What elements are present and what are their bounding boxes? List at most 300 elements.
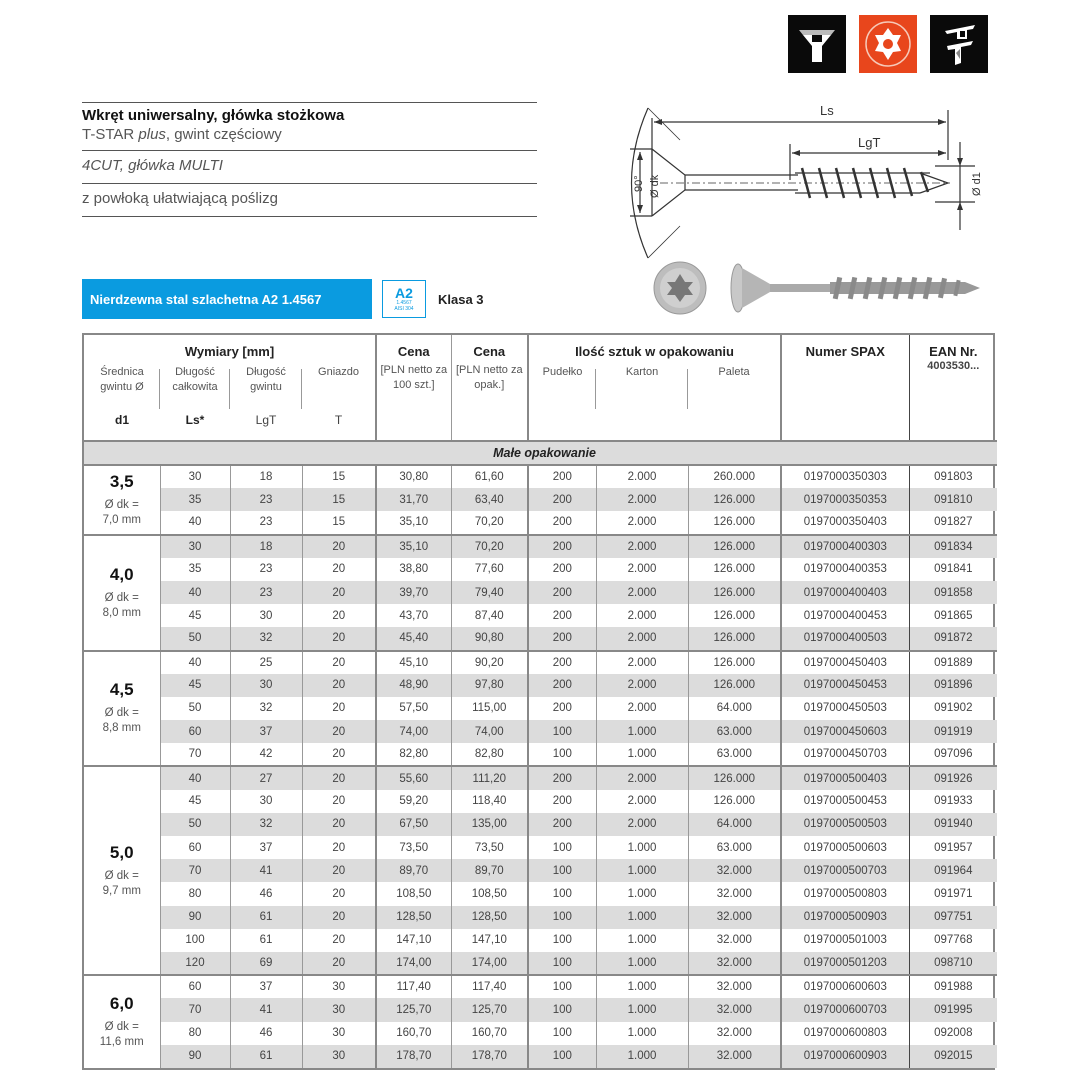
cell-qty-box: 100 — [528, 998, 596, 1021]
cell-qty-pallet: 32.000 — [688, 1022, 781, 1045]
cell-qty-carton: 1.000 — [596, 836, 688, 859]
table-row — [84, 813, 997, 836]
header-ls-label: Długość całkowita — [160, 363, 230, 413]
header-spax-number: Numer SPAX — [781, 335, 909, 441]
diameter-group-cell — [84, 465, 160, 535]
cell-price-100: 108,50 — [376, 882, 451, 905]
cell-qty-pallet: 32.000 — [688, 975, 781, 998]
cell-qty-pallet: 32.000 — [688, 882, 781, 905]
cell-qty-carton: 2.000 — [596, 766, 688, 789]
cell-ean-suffix: 091834 — [909, 535, 997, 558]
head-diameter-value: 7,0 mm — [102, 513, 141, 526]
cell-qty-carton: 1.000 — [596, 906, 688, 929]
cell-length-lgt: 30 — [230, 674, 302, 697]
cell-qty-box: 100 — [528, 743, 596, 766]
cell-drive-size: 20 — [302, 651, 376, 674]
cell-price-pack: 117,40 — [451, 975, 528, 998]
cell-qty-carton: 1.000 — [596, 859, 688, 882]
cell-qty-pallet: 126.000 — [688, 604, 781, 627]
table-row — [84, 558, 997, 581]
cell-price-100: 31,70 — [376, 488, 451, 511]
cell-ean-suffix: 091872 — [909, 627, 997, 650]
cell-ean-suffix: 091896 — [909, 674, 997, 697]
product-subtitle: T-STAR plus, gwint częściowy — [82, 126, 282, 143]
table-row — [84, 859, 997, 882]
cell-qty-carton: 2.000 — [596, 465, 688, 488]
cell-qty-box: 100 — [528, 882, 596, 905]
countersunk-head-icon — [788, 15, 846, 73]
cell-spax-number: 0197000450453 — [781, 674, 909, 697]
cell-length-lgt: 37 — [230, 836, 302, 859]
table-row — [84, 697, 997, 720]
header-price-100: Cena [PLN netto za 100 szt.] — [376, 335, 451, 441]
cell-length-lgt: 41 — [230, 859, 302, 882]
cell-price-100: 59,20 — [376, 790, 451, 813]
cell-spax-number: 0197000501203 — [781, 952, 909, 975]
cell-length-lgt: 61 — [230, 1045, 302, 1068]
header-d1-label: Średnica gwintu Ø — [84, 363, 160, 413]
section-row — [84, 441, 997, 465]
cell-price-100: 48,90 — [376, 674, 451, 697]
cell-qty-box: 200 — [528, 766, 596, 789]
header-quantity: Ilość sztuk w opakowaniu — [528, 335, 781, 363]
t-star-plus-drive-icon — [859, 15, 917, 73]
cell-qty-carton: 1.000 — [596, 975, 688, 998]
cell-drive-size: 20 — [302, 929, 376, 952]
header-d1-symbol: d1 — [114, 413, 129, 427]
cell-qty-carton: 2.000 — [596, 604, 688, 627]
cell-qty-box: 100 — [528, 1022, 596, 1045]
cell-length-ls: 80 — [160, 882, 230, 905]
cell-length-ls: 60 — [160, 975, 230, 998]
cell-price-pack: 89,70 — [451, 859, 528, 882]
cell-drive-size: 20 — [302, 882, 376, 905]
cell-qty-carton: 1.000 — [596, 743, 688, 766]
cell-price-100: 160,70 — [376, 1022, 451, 1045]
header-lgt-symbol: LgT — [255, 413, 277, 427]
cell-length-ls: 35 — [160, 488, 230, 511]
cell-spax-number: 0197000450603 — [781, 720, 909, 743]
cell-qty-pallet: 63.000 — [688, 720, 781, 743]
cell-qty-box: 100 — [528, 859, 596, 882]
table-row — [84, 465, 997, 488]
cell-spax-number: 0197000450503 — [781, 697, 909, 720]
cell-qty-pallet: 126.000 — [688, 535, 781, 558]
cell-price-pack: 125,70 — [451, 998, 528, 1021]
cell-spax-number: 0197000600603 — [781, 975, 909, 998]
cell-length-lgt: 37 — [230, 975, 302, 998]
head-diameter-label: Ø dk = — [104, 498, 139, 511]
cell-drive-size: 20 — [302, 558, 376, 581]
cell-qty-carton: 2.000 — [596, 651, 688, 674]
cell-ean-suffix: 091995 — [909, 998, 997, 1021]
cell-qty-carton: 2.000 — [596, 627, 688, 650]
table-row — [84, 975, 997, 998]
cell-qty-pallet: 126.000 — [688, 790, 781, 813]
cell-qty-pallet: 32.000 — [688, 929, 781, 952]
cell-price-pack: 90,80 — [451, 627, 528, 650]
cell-ean-suffix: 091889 — [909, 651, 997, 674]
cell-price-100: 82,80 — [376, 743, 451, 766]
cell-qty-box: 200 — [528, 813, 596, 836]
cell-qty-box: 100 — [528, 975, 596, 998]
cell-ean-suffix: 091841 — [934, 563, 973, 576]
head-diameter-value: 8,0 mm — [102, 606, 141, 619]
cell-qty-box: 200 — [528, 558, 596, 581]
cell-drive-size: 15 — [302, 511, 376, 534]
cell-qty-carton: 2.000 — [596, 488, 688, 511]
cell-length-lgt: 32 — [230, 697, 302, 720]
cell-length-ls: 30 — [160, 535, 230, 558]
cell-length-ls: 90 — [160, 1045, 230, 1068]
cell-qty-pallet: 126.000 — [688, 581, 781, 604]
cell-ean-suffix: 091971 — [934, 887, 973, 900]
cell-qty-carton: 2.000 — [596, 581, 688, 604]
cell-spax-number: 0197000400403 — [781, 581, 909, 604]
cell-qty-box: 200 — [528, 674, 596, 697]
cell-drive-size: 20 — [302, 743, 376, 766]
cell-length-lgt: 69 — [230, 952, 302, 975]
cell-qty-box: 100 — [528, 906, 596, 929]
cell-qty-box: 200 — [528, 581, 596, 604]
table-row — [84, 511, 997, 534]
header-t-label: Gniazdo — [302, 363, 376, 413]
cell-qty-pallet: 126.000 — [688, 766, 781, 789]
cell-price-100: 74,00 — [376, 720, 451, 743]
cell-qty-box: 100 — [528, 952, 596, 975]
cell-ean-suffix: 091803 — [909, 465, 997, 488]
svg-text:LgT: LgT — [858, 135, 881, 150]
section-label: Małe opakowanie — [84, 441, 997, 465]
cell-price-100: 147,10 — [376, 929, 451, 952]
cell-length-lgt: 23 — [230, 511, 302, 534]
cell-spax-number: 0197000400353 — [781, 558, 909, 581]
cell-spax-number: 0197000350403 — [781, 511, 909, 534]
product-coating: z powłoką ułatwiającą poślizg — [82, 190, 278, 207]
cell-length-ls: 70 — [160, 859, 230, 882]
cell-price-pack: 70,20 — [451, 511, 528, 534]
cell-qty-box: 200 — [528, 511, 596, 534]
cell-qty-box: 200 — [528, 465, 596, 488]
table-row — [84, 929, 997, 952]
svg-text:Ø d1: Ø d1 — [971, 172, 983, 196]
cell-length-ls: 40 — [160, 581, 230, 604]
cell-qty-pallet: 64.000 — [688, 813, 781, 836]
cell-spax-number: 0197000350303 — [781, 465, 909, 488]
head-diameter-value: 9,7 mm — [102, 884, 141, 897]
cell-length-lgt: 23 — [230, 488, 302, 511]
table-row — [84, 743, 997, 766]
cell-price-pack: 87,40 — [451, 604, 528, 627]
cell-length-ls: 40 — [160, 766, 230, 789]
cell-qty-box: 100 — [528, 836, 596, 859]
cell-qty-pallet: 126.000 — [688, 488, 781, 511]
cell-drive-size: 15 — [302, 465, 376, 488]
cell-ean-suffix: 091865 — [934, 609, 973, 622]
cell-length-lgt: 46 — [230, 1022, 302, 1045]
cell-qty-box: 200 — [528, 697, 596, 720]
header-carton: Karton — [596, 363, 688, 441]
cell-price-pack: 178,70 — [451, 1045, 528, 1068]
thread-diameter: 4,5 — [109, 680, 134, 700]
cell-length-ls: 40 — [160, 651, 230, 674]
cell-qty-pallet: 126.000 — [688, 627, 781, 650]
cell-qty-carton: 1.000 — [596, 1045, 688, 1068]
cell-spax-number: 0197000500503 — [781, 813, 909, 836]
cell-drive-size: 20 — [302, 813, 376, 836]
cell-qty-box: 200 — [528, 604, 596, 627]
head-diameter-label: Ø dk = — [104, 1021, 139, 1033]
cell-price-100: 43,70 — [376, 604, 451, 627]
cell-ean-suffix: 091933 — [934, 795, 973, 808]
diameter-group-cell — [84, 535, 160, 651]
cell-length-ls: 40 — [160, 511, 230, 534]
cell-drive-size: 15 — [302, 488, 376, 511]
cell-price-pack: 135,00 — [451, 813, 528, 836]
header-ean: EAN Nr. 4003530... — [927, 344, 980, 372]
cell-spax-number: 0197000500403 — [781, 766, 909, 789]
cell-drive-size: 20 — [302, 790, 376, 813]
cell-ean-suffix: 097751 — [909, 906, 997, 929]
cell-spax-number: 0197000400503 — [781, 627, 909, 650]
cell-drive-size: 20 — [302, 836, 376, 859]
cell-length-ls: 45 — [160, 674, 230, 697]
cell-qty-pallet: 63.000 — [688, 743, 781, 766]
cell-price-pack: 108,50 — [451, 882, 528, 905]
table-row — [84, 488, 997, 511]
svg-text:Ø dk: Ø dk — [649, 174, 661, 198]
cell-length-lgt: 23 — [230, 558, 302, 581]
cell-price-100: 178,70 — [376, 1045, 451, 1068]
cell-price-100: 55,60 — [376, 766, 451, 789]
cell-price-pack: 111,20 — [451, 766, 528, 789]
cell-length-ls: 120 — [160, 952, 230, 975]
cell-qty-carton: 1.000 — [596, 929, 688, 952]
4cut-tip-icon — [930, 15, 988, 73]
header-dimensions: Wymiary [mm] — [84, 335, 376, 363]
cell-ean-suffix: 091988 — [909, 975, 997, 998]
cell-qty-pallet: 32.000 — [688, 859, 781, 882]
diameter-group-cell — [84, 651, 160, 767]
screw-technical-diagram — [630, 100, 1000, 325]
cell-length-ls: 100 — [160, 929, 230, 952]
cell-length-ls: 45 — [160, 604, 230, 627]
cell-price-100: 174,00 — [376, 952, 451, 975]
table-row — [84, 790, 997, 813]
table-row — [84, 952, 997, 975]
cell-price-pack: 79,40 — [451, 581, 528, 604]
cell-price-100: 67,50 — [376, 813, 451, 836]
a2-steel-grade-icon: A2 1.4567 AISI 304 — [382, 280, 426, 318]
cell-length-ls: 45 — [160, 790, 230, 813]
cell-ean-suffix: 092015 — [909, 1045, 997, 1068]
cell-length-ls: 60 — [160, 720, 230, 743]
cell-drive-size: 20 — [302, 535, 376, 558]
table-row — [84, 604, 997, 627]
cell-price-pack: 61,60 — [451, 465, 528, 488]
cell-qty-carton: 1.000 — [596, 882, 688, 905]
cell-length-ls: 50 — [160, 697, 230, 720]
cell-qty-pallet: 32.000 — [688, 952, 781, 975]
cell-qty-pallet: 32.000 — [688, 1045, 781, 1068]
cell-drive-size: 20 — [302, 627, 376, 650]
header-ls-symbol: Ls* — [185, 413, 205, 427]
cell-price-pack: 82,80 — [451, 743, 528, 766]
cell-price-100: 45,10 — [376, 651, 451, 674]
header-box: Pudełko — [528, 363, 596, 441]
cell-spax-number: 0197000450403 — [781, 651, 909, 674]
cell-drive-size: 20 — [302, 859, 376, 882]
cell-spax-number: 0197000500453 — [781, 790, 909, 813]
cell-spax-number: 0197000500603 — [781, 836, 909, 859]
cell-ean-suffix: 091858 — [909, 581, 997, 604]
cell-ean-suffix: 091810 — [909, 488, 997, 511]
cell-length-ls: 35 — [160, 558, 230, 581]
cell-length-ls: 60 — [160, 836, 230, 859]
material-info — [82, 279, 484, 319]
cell-spax-number: 0197000400453 — [781, 604, 909, 627]
cell-qty-pallet: 126.000 — [688, 674, 781, 697]
cell-length-lgt: 42 — [230, 743, 302, 766]
cell-price-pack: 77,60 — [451, 558, 528, 581]
material-badge: Nierdzewna stal szlachetna A2 1.4567 — [82, 279, 372, 319]
header-lgt-label: Długość gwintu — [230, 363, 302, 413]
cell-qty-box: 100 — [528, 929, 596, 952]
thread-diameter: 4,0 — [109, 564, 134, 584]
cell-price-pack: 160,70 — [451, 1022, 528, 1045]
cell-drive-size: 30 — [302, 1022, 376, 1045]
table-row — [84, 1022, 997, 1045]
cell-ean-suffix: 091957 — [934, 841, 973, 854]
cell-price-pack: 174,00 — [451, 952, 528, 975]
cell-qty-carton: 1.000 — [596, 952, 688, 975]
cell-drive-size: 30 — [302, 975, 376, 998]
table-row — [84, 836, 997, 859]
cell-qty-box: 200 — [528, 651, 596, 674]
cell-qty-carton: 2.000 — [596, 511, 688, 534]
cell-spax-number: 0197000600903 — [781, 1045, 909, 1068]
table-row — [84, 906, 997, 929]
header-t-symbol: T — [302, 413, 376, 441]
cell-drive-size: 20 — [302, 766, 376, 789]
cell-qty-box: 200 — [528, 535, 596, 558]
cell-drive-size: 20 — [302, 674, 376, 697]
table-body — [84, 441, 997, 1068]
cell-qty-pallet: 260.000 — [688, 465, 781, 488]
cell-qty-box: 200 — [528, 488, 596, 511]
table-row — [84, 720, 997, 743]
cell-spax-number: 0197000400303 — [781, 535, 909, 558]
cell-qty-carton: 2.000 — [596, 674, 688, 697]
table-row — [84, 882, 997, 905]
header-price-pack: Cena [PLN netto za opak.] — [451, 335, 528, 441]
cell-length-ls: 70 — [160, 998, 230, 1021]
cell-qty-carton: 2.000 — [596, 697, 688, 720]
cell-length-ls: 90 — [160, 906, 230, 929]
cell-qty-carton: 1.000 — [596, 1022, 688, 1045]
cell-price-pack: 115,00 — [451, 697, 528, 720]
cell-spax-number: 0197000500703 — [781, 859, 909, 882]
cell-length-lgt: 30 — [230, 790, 302, 813]
table-row — [84, 627, 997, 650]
table-row — [84, 674, 997, 697]
product-table — [82, 333, 995, 1070]
svg-text:90°: 90° — [633, 175, 645, 192]
cell-price-pack: 118,40 — [451, 790, 528, 813]
cell-ean-suffix: 091926 — [909, 766, 997, 789]
cell-qty-carton: 1.000 — [596, 720, 688, 743]
cell-qty-pallet: 126.000 — [688, 558, 781, 581]
head-diameter-value: 11,6 mm — [99, 1036, 144, 1048]
cell-price-100: 128,50 — [376, 906, 451, 929]
cell-spax-number: 0197000500903 — [781, 906, 909, 929]
cell-qty-carton: 1.000 — [596, 998, 688, 1021]
cell-length-ls: 80 — [160, 1022, 230, 1045]
cell-length-ls: 30 — [160, 465, 230, 488]
cell-qty-pallet: 32.000 — [688, 998, 781, 1021]
cell-price-pack: 74,00 — [451, 720, 528, 743]
cell-price-100: 45,40 — [376, 627, 451, 650]
cell-length-lgt: 27 — [230, 766, 302, 789]
cell-price-100: 117,40 — [376, 975, 451, 998]
thread-diameter: 6,0 — [109, 994, 134, 1013]
cell-length-lgt: 30 — [230, 604, 302, 627]
cell-qty-carton: 2.000 — [596, 558, 688, 581]
thread-diameter: 3,5 — [109, 471, 134, 491]
cell-qty-carton: 2.000 — [596, 790, 688, 813]
cell-qty-box: 200 — [528, 790, 596, 813]
table-row — [84, 535, 997, 558]
cell-ean-suffix: 097096 — [934, 748, 973, 761]
cell-ean-suffix: 097768 — [934, 934, 973, 947]
cell-ean-suffix: 092008 — [934, 1027, 973, 1040]
thread-diameter: 5,0 — [109, 842, 134, 862]
head-diameter-label: Ø dk = — [104, 591, 139, 604]
product-feature-icons — [788, 15, 988, 73]
cell-length-ls: 50 — [160, 627, 230, 650]
class-label: Klasa 3 — [438, 291, 484, 307]
table-row — [84, 581, 997, 604]
cell-drive-size: 20 — [302, 720, 376, 743]
cell-price-pack: 63,40 — [451, 488, 528, 511]
table-row — [84, 651, 997, 674]
table-row — [84, 766, 997, 789]
cell-length-lgt: 46 — [230, 882, 302, 905]
cell-length-ls: 70 — [160, 743, 230, 766]
cell-drive-size: 20 — [302, 906, 376, 929]
cell-price-pack: 97,80 — [451, 674, 528, 697]
cell-drive-size: 20 — [302, 952, 376, 975]
cell-length-lgt: 61 — [230, 906, 302, 929]
table-row — [84, 1045, 997, 1068]
cell-length-lgt: 32 — [230, 813, 302, 836]
cell-price-100: 35,10 — [376, 535, 451, 558]
product-title: Wkręt uniwersalny, główka stożkowa — [82, 107, 345, 124]
cell-length-lgt: 25 — [230, 651, 302, 674]
head-diameter-label: Ø dk = — [104, 869, 139, 882]
cell-ean-suffix: 091964 — [909, 859, 997, 882]
cell-price-100: 89,70 — [376, 859, 451, 882]
cell-ean-suffix: 091919 — [909, 720, 997, 743]
cell-spax-number: 0197000450703 — [781, 743, 909, 766]
cell-price-100: 57,50 — [376, 697, 451, 720]
cell-drive-size: 30 — [302, 1045, 376, 1068]
header-pallet: Paleta — [688, 363, 781, 441]
cell-qty-carton: 2.000 — [596, 813, 688, 836]
cell-price-pack: 73,50 — [451, 836, 528, 859]
cell-length-lgt: 18 — [230, 465, 302, 488]
cell-spax-number: 0197000501003 — [781, 929, 909, 952]
